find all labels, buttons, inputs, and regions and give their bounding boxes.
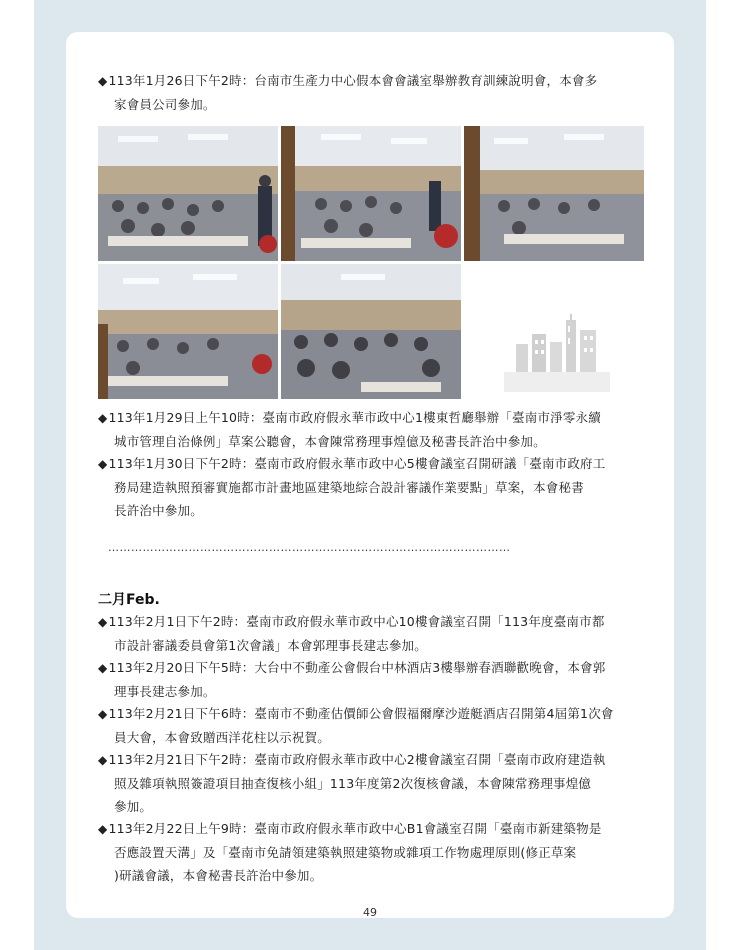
entry-text-cont: 參加。	[114, 799, 153, 814]
entry-text: 113年2月21日下午6時：臺南市不動產估價師公會假福爾摩沙遊艇酒店召開第4屆第1次會	[108, 706, 614, 721]
entry-text-cont: 長許治中參加。	[114, 503, 203, 518]
entry-text-cont: 務局建造執照預審實施都市計畫地區建築地綜合設計審議作業要點」草案，本會秘書	[114, 480, 584, 495]
page-number: 49	[363, 906, 377, 919]
event-entry-feb22	[98, 817, 638, 887]
building-logo-icon	[464, 264, 644, 399]
meeting-photo-4	[98, 264, 278, 399]
diamond-bullet-icon: ◆	[98, 707, 108, 721]
entry-text: 113年2月21日下午2時：臺南市政府假永華市政中心2樓會議室召開「臺南市政府建造執	[108, 752, 606, 767]
month-heading: 二月Feb.	[98, 592, 160, 608]
event-entry-feb21-afternoon	[98, 748, 638, 818]
event-entry-feb21-evening	[98, 702, 638, 749]
diamond-bullet-icon: ◆	[98, 457, 108, 471]
entry-text-cont: )研議會議，本會秘書長許治中參加。	[114, 868, 323, 883]
entry-text-cont: 城市管理自治條例」草案公聽會，本會陳常務理事煌億及秘書長許治中參加。	[114, 434, 546, 449]
diamond-bullet-icon: ◆	[98, 822, 108, 836]
meeting-photo-3	[464, 126, 644, 261]
event-entry-feb1	[98, 610, 638, 657]
event-entry-jan29	[98, 406, 638, 453]
entry-text-cont: 否應設置天溝」及「臺南市免請領建築執照建築物或雜項工作物處理原則(修正草案	[114, 845, 577, 860]
event-entry-jan26	[98, 69, 638, 116]
meeting-photo-1	[98, 126, 278, 261]
diamond-bullet-icon: ◆	[98, 661, 108, 675]
entry-text: 113年1月30日下午2時：臺南市政府假永華市政中心5樓會議室召開研議「臺南市政府工	[108, 456, 606, 471]
diamond-bullet-icon: ◆	[98, 74, 108, 88]
entry-text-cont: 員大會，本會致贈西洋花柱以示祝賀。	[114, 730, 330, 745]
entry-text: 113年1月29日上午10時：臺南市政府假永華市政中心1樓東哲廳舉辦「臺南市淨零永續	[108, 410, 601, 425]
entry-text: 113年2月20日下午5時：大台中不動產公會假台中林酒店3樓舉辦春酒聯歡晚會，本會郭	[108, 660, 606, 675]
entry-text-cont: 家會員公司參加。	[114, 97, 216, 112]
diamond-bullet-icon: ◆	[98, 615, 108, 629]
meeting-photo-2	[281, 126, 461, 261]
diamond-bullet-icon: ◆	[98, 753, 108, 767]
entry-text-cont: 照及雜項執照簽證項目抽查復核小組」113年度第2次復核會議，本會陳常務理事煌億	[114, 776, 592, 791]
section-separator: ……………………………………………………………………………………………	[108, 541, 511, 554]
meeting-photo-5	[281, 264, 461, 399]
event-entry-feb20	[98, 656, 638, 703]
entry-text: 113年2月22日上午9時：臺南市政府假永華市政中心B1會議室召開「臺南市新建築物是	[108, 821, 602, 836]
entry-text-cont: 市設計審議委員會第1次會議」本會郭理事長建志參加。	[114, 638, 427, 653]
event-entry-jan30	[98, 452, 638, 522]
diamond-bullet-icon: ◆	[98, 411, 108, 425]
entry-text-cont: 理事長建志參加。	[114, 684, 216, 699]
entry-text: 113年2月1日下午2時：臺南市政府假永華市政中心10樓會議室召開「113年度臺南市都	[108, 614, 605, 629]
entry-text: 113年1月26日下午2時：台南市生產力中心假本會會議室舉辦教育訓練說明會，本會多	[108, 73, 598, 88]
